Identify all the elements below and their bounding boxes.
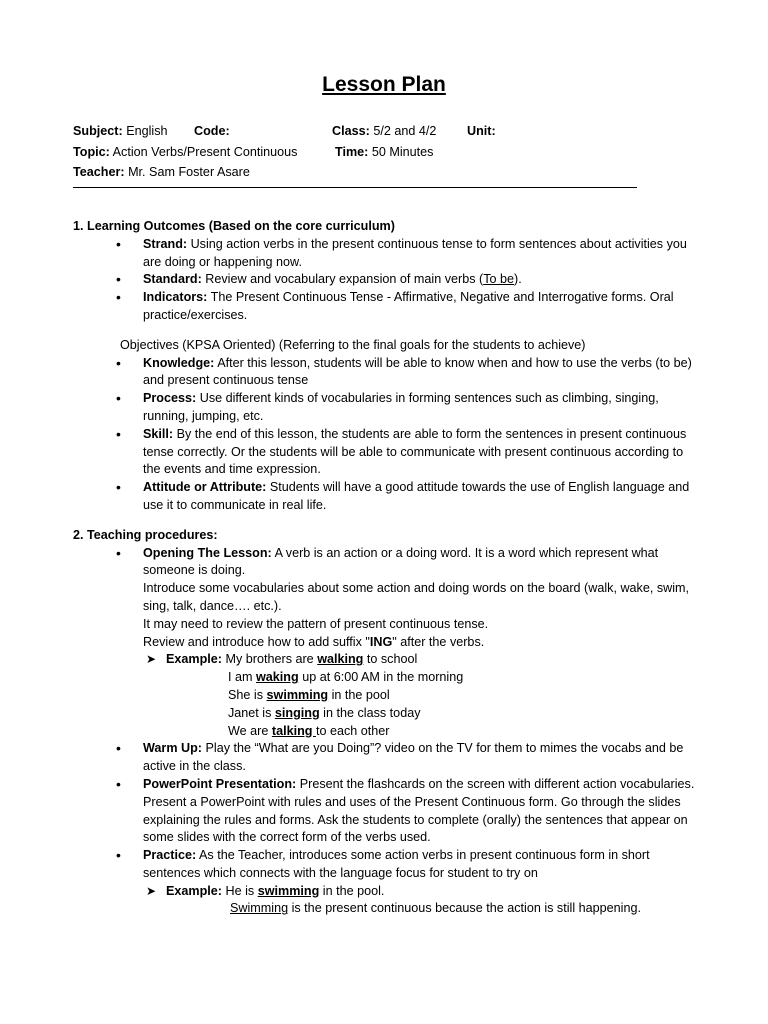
practice-explanation [73,900,703,918]
attitude-text: Students will have a good attitude towards the use of English language and use it to communicate in real life. [143,480,690,512]
strand-label: Strand: [143,236,188,251]
example-2-end: up at 6:00 AM in the morning [298,670,464,685]
header-row-teacher [73,164,693,185]
practice-label: Practice: [143,848,197,863]
process-text: Use different kinds of vocabularies in forming sentences such as climbing, singing, running, jumping, etc. [143,391,659,423]
indicators-text: The Present Continuous Tense - Affirmative, Negative and Interrogative forms. Oral practice/exercises. [143,290,674,322]
skill-text: By the end of this lesson, the students are able to form the sentences in present continuous tense correctly. Or the students will be able to communicate with present continuous according to the events and time expression. [143,426,687,477]
opening-paragraph-3: It may need to review the pattern of present continuous tense. [143,616,489,631]
subject-field [73,123,168,141]
class-value: 5/2 and 4/2 [373,124,437,138]
practice-explanation-verb: Swimming [230,901,289,916]
knowledge-label: Knowledge: [143,355,215,370]
time-label: Time: [335,144,369,159]
subject-label: Subject: [73,124,123,138]
strand-text: Using action verbs in the present continuous tense to form sentences about activities you are doing or happening now. [143,236,687,269]
list-item-strand [73,236,703,272]
ppt-label: PowerPoint Presentation: [143,776,297,791]
time-field [335,144,433,162]
example-4-end: in the class today [319,705,421,720]
example-label: Example: [166,652,222,667]
practice-text: As the Teacher, introduces some action verbs in present continuous form in short sentences which connects with the language focus for student to try on [143,848,650,880]
section-teaching-procedures-title: 2. Teaching procedures: [73,527,218,542]
code-label: Code: [194,124,230,138]
knowledge-text: After this lesson, students will be able to know when and how to use the verbs (to be) and present continuous tense [143,355,692,388]
standard-label: Standard: [143,272,202,287]
standard-underlined: To be [483,272,514,287]
time-value: 50 Minutes [371,144,434,159]
example-5-verb: talking [271,723,316,738]
opening-paragraph-4 [143,634,703,652]
list-item-practice [73,847,703,883]
topic-value: Action Verbs/Present Continuous [112,144,298,159]
example-line-4 [73,705,703,723]
standard-text: Review and vocabulary expansion of main verbs ( [205,272,484,287]
list-item-indicators [73,289,703,325]
learning-outcomes-list [73,236,703,325]
example-1-text: My brothers are [225,652,318,667]
arrow-bullet-icon: ➤ [146,883,157,898]
teacher-label: Teacher: [73,165,125,179]
warmup-label: Warm Up: [143,741,203,756]
indicators-label: Indicators: [143,290,208,305]
list-item-warm-up [73,740,703,776]
ppt-text: Present the flashcards on the screen with different action vocabularies. Present a PowerPoint with rules and uses of the Present Continuous form. Go through the slides explaining the rules and forms. Ask the students to complete (orally) the sentences that appear on some slides with the correct form of the verbs used. [143,776,695,845]
objectives-list [73,355,703,515]
example-2-text: I am [228,670,256,685]
list-item-powerpoint [73,776,703,847]
list-item-opening [73,545,703,652]
header-row-subject [73,123,693,144]
teaching-procedures-list-continued [73,740,703,882]
example-3-text: She is [228,687,267,702]
class-label: Class: [332,124,370,138]
list-item-attitude [73,479,703,515]
example-5-text: We are [228,723,272,738]
opening-paragraph-2: Introduce some vocabularies about some action and doing words on the board (walk, wake, swim, sing, talk, dance…. etc.). [143,581,690,613]
objectives-title: Objectives (KPSA Oriented) (Referring to the final goals for the students to achieve) [120,337,586,352]
standard-end: ). [514,272,522,287]
practice-example-block [73,883,703,901]
page-title: Lesson Plan [322,73,446,96]
list-item-process [73,390,703,426]
warmup-text: Play the “What are you Doing”? video on the TV for them to mimes the vocabs and be active in the class. [143,741,684,774]
skill-label: Skill: [143,426,174,441]
opening-p4-suffix: ING [369,634,393,649]
example-line-2 [73,669,703,687]
opening-p4-end: " after the verbs. [392,634,485,649]
practice-example-end: in the pool. [319,883,385,898]
practice-example-text: He is [225,883,258,898]
opening-p4-text: Review and introduce how to add suffix " [143,634,370,649]
example-4-text: Janet is [228,705,275,720]
example-4-verb: singing [274,705,320,720]
teacher-value: Mr. Sam Foster Asare [128,165,250,179]
section-learning-outcomes-title: 1. Learning Outcomes (Based on the core curriculum) [73,219,395,233]
example-5-end: to each other [315,723,390,738]
opening-text: A verb is an action or a doing word. It is a word which represent what someone is doing. [143,545,659,578]
lesson-content [73,218,703,918]
example-line-5 [73,723,703,741]
arrow-bullet-icon: ➤ [146,652,157,667]
topic-label: Topic: [73,144,110,159]
example-3-end: in the pool [328,687,390,702]
header-row-topic [73,144,693,165]
list-item-skill [73,426,703,479]
example-1-verb: walking [317,652,364,667]
list-item-knowledge [73,355,703,391]
example-block [73,651,703,669]
practice-example-verb: swimming [257,883,320,898]
teaching-procedures-list [73,545,703,652]
practice-example-label: Example: [166,883,222,898]
topic-field [73,144,297,162]
lesson-header [73,123,693,185]
header-divider [73,187,637,188]
example-line-3 [73,687,703,705]
practice-explanation-text: is the present continuous because the action is still happening. [288,901,641,916]
example-1-end: to school [363,652,418,667]
process-label: Process: [143,391,197,406]
subject-value: English [126,124,168,138]
example-3-verb: swimming [266,687,329,702]
example-2-verb: waking [256,670,299,685]
list-item-standard [73,271,703,289]
class-field [332,123,436,141]
opening-label: Opening The Lesson: [143,545,272,560]
teacher-field [73,164,250,182]
unit-label: Unit: [467,124,496,138]
attitude-label: Attitude or Attribute: [143,480,267,495]
